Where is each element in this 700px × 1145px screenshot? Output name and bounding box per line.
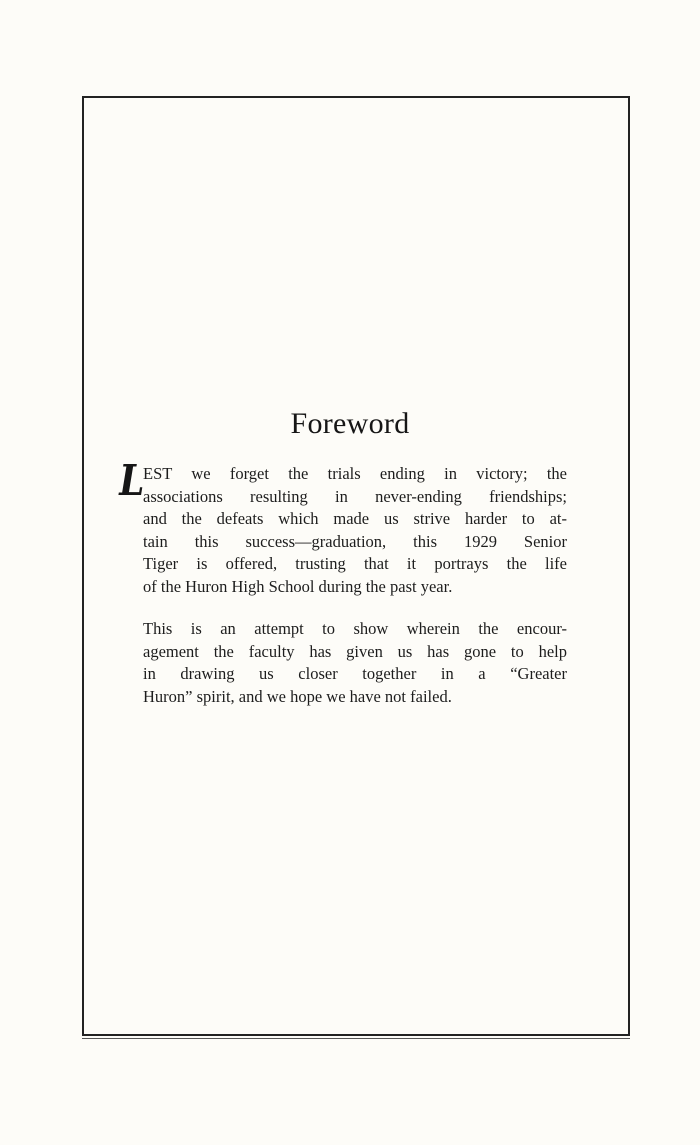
paragraph-line: and the defeats which made us strive harder to at- [143,509,567,528]
drop-cap-initial: L [119,456,145,505]
foreword-paragraph-1 [143,463,567,598]
paragraph-line: Huron” spirit, and we hope we have not failed. [143,686,452,706]
paragraph-line: associations resulting in never-ending friendships; [143,486,567,506]
paragraph-line: Tiger is offered, trusting that it portrays the life [143,554,567,573]
paragraph-line: of the Huron High School during the past year. [143,576,453,596]
paragraph-line: in drawing us closer together in a “Greater [143,664,567,683]
paragraph-line: tain this success—graduation, this 1929 Senior [143,531,567,551]
paragraph-line: EST we forget the trials ending in victory; the [143,464,567,483]
paragraph-line: agement the faculty has given us has gone to help [143,641,567,661]
page-title: Foreword [290,407,410,440]
foreword-paragraph-2 [143,618,567,708]
paragraph-line: This is an attempt to show wherein the encour- [143,619,567,638]
